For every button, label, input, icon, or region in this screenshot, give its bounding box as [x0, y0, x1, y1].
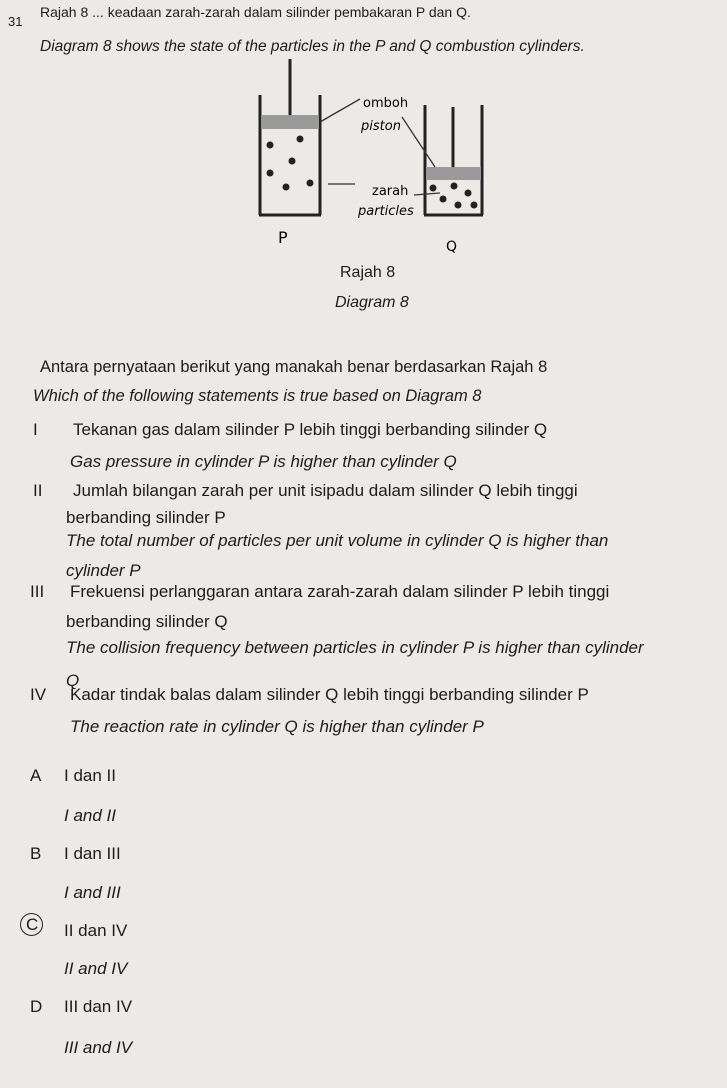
option-text-malay: III dan IV [64, 997, 133, 1016]
label-piston: piston [361, 119, 401, 134]
option-text-english: I and III [64, 883, 121, 902]
statement-2-english: The total number of particles per unit volume in cylinder Q is higher than [66, 531, 609, 550]
statement-4-malay [30, 685, 589, 705]
option-letter: A [30, 766, 42, 785]
statement-4-english: The reaction rate in cylinder Q is higher than cylinder P [70, 717, 484, 736]
statement-2-malay-line2: berbanding silinder P [66, 508, 226, 527]
option-text-english: II and IV [64, 959, 128, 978]
label-zarah: zarah [372, 184, 409, 199]
statement-3-malay [30, 582, 609, 602]
statement-1-malay [33, 420, 547, 440]
option-text-malay: I dan III [64, 844, 121, 863]
question-number: 31 [8, 14, 23, 29]
statement-numeral: II [33, 481, 43, 500]
statement-text: Tekanan gas dalam silinder P lebih tinggi berbanding silinder Q [73, 420, 548, 439]
option-letter: D [30, 997, 43, 1016]
option-text-malay: I dan II [64, 766, 116, 785]
statement-2-english-line2: cylinder P [66, 561, 141, 580]
statement-numeral: III [30, 582, 45, 601]
statement-2-malay [33, 481, 578, 501]
statement-text: Kadar tindak balas dalam silinder Q lebih tinggi berbanding silinder P [70, 685, 589, 704]
statement-3-malay-line2: berbanding silinder Q [66, 612, 228, 631]
option-text-malay: II dan IV [64, 921, 128, 940]
intro-english: Diagram 8 shows the state of the particles in the P and Q combustion cylinders. [40, 38, 585, 55]
option-letter: C [26, 915, 39, 934]
statement-text: Frekuensi perlanggaran antara zarah-zarah dalam silinder P lebih tinggi [70, 582, 610, 601]
option-letter: B [30, 844, 42, 863]
cylinder-p [259, 59, 321, 215]
diagram-8-figure [240, 55, 490, 260]
caption-diagram: Diagram 8 [335, 294, 409, 311]
caption-rajah: Rajah 8 [340, 264, 396, 281]
statement-3-english-line2: Q [66, 671, 80, 690]
question-english: Which of the following statements is true based on Diagram 8 [33, 387, 482, 405]
question-malay: Antara pernyataan berikut yang manakah benar berdasarkan Rajah 8 [40, 358, 548, 376]
statement-3-english: The collision frequency between particles in cylinder P is higher than cylinder [66, 638, 644, 657]
label-particles: particles [358, 204, 414, 219]
statement-numeral: I [33, 420, 38, 439]
statement-numeral: IV [30, 685, 47, 704]
label-cylinder-q: Q [446, 239, 458, 255]
option-text-english: III and IV [64, 1038, 133, 1057]
statement-text: Jumlah bilangan zarah per unit isipadu dalam silinder Q lebih tinggi [73, 481, 578, 500]
label-omboh: omboh [363, 96, 409, 111]
label-cylinder-p: P [278, 228, 288, 247]
cut-header-text: Rajah 8 ... keadaan zarah-zarah dalam silinder pembakaran P dan Q. [40, 4, 471, 20]
cylinder-q [424, 105, 483, 215]
option-text-english: I and II [64, 806, 116, 825]
statement-1-english: Gas pressure in cylinder P is higher than cylinder Q [70, 452, 457, 471]
